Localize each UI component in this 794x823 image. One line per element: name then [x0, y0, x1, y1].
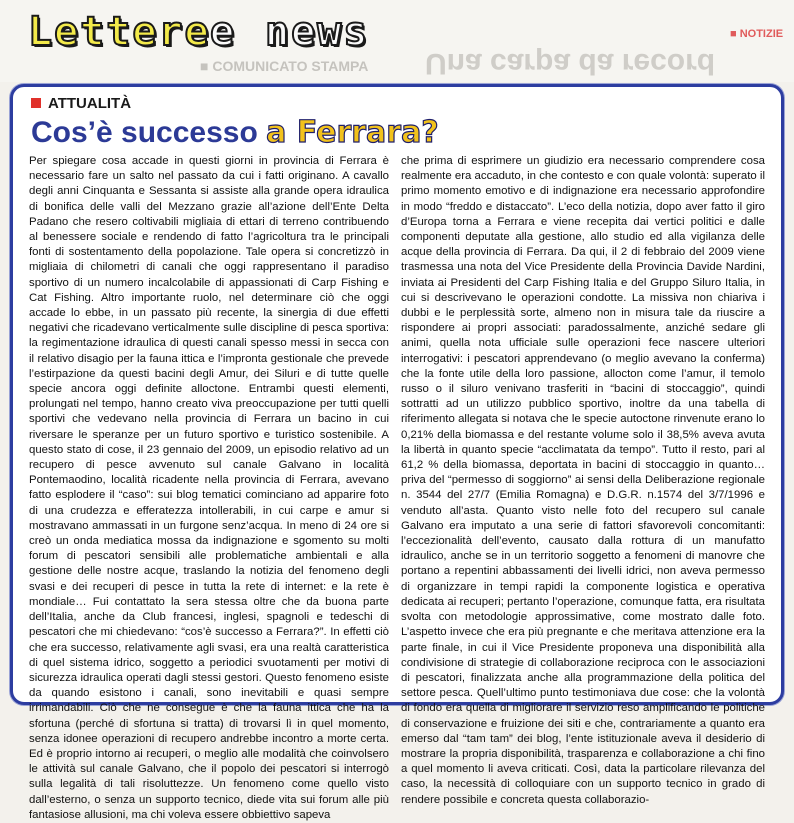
- page-banner: [0, 0, 794, 82]
- article-column-left: [29, 154, 389, 821]
- article-text-left: Per spiegare cosa accade in questi giorni in provincia di Ferrara è necessario fare un salto nel passato da cui i fatti originano. A cavallo degli anni Cinquanta e Sessanta si assiste alla grande opera idraulica di bonifica delle valli del Mezzano grazie all’azione dell’Ente Delta Padano che resero coltivabili migliaia di ettari di terreno contribuendo al benessere sociale e rendendo di fatto l’agricoltura tra le principali fonti di sostentamento della popolazione. Tale opera si concretizzò in migliaia di chilometri di canali che oggi rappresentano il paradiso sportivo di un numero incalcolabile di appassionati di Carp Fishing e Cat Fishing. Altro importante ruolo, nel determinare ciò che oggi accade lo ebbe, in un passato più recente, la sinergia di due effetti negativi che ricadevano verticalmente sulle discipline di pesca sportiva: la regimentazione idraulica di questi canali spesso messi in secca con il relativo disagio per la fauna ittica e l’impronta gestionale che prevede l’estirpazione da questi bacini degli Amur, dei Siluri e di tutte quelle specie ancora oggi definite alloctone. Entrambi questi elementi, prolungati nel tempo, hanno creato viva preoccupazione per tutti quelli sportivi che vedevano nella provincia di Ferrara un bacino in cui riversare le speranze per un futuro sportivo e turistico sostenibile. A questo stato di cose, il 23 gennaio del 2009, un episodio relativo ad un recupero di pesce avvenuto sul canale Galvano in località Pontemaodino, località ricadente nella provincia di Ferrara, avevano fatto esplodere il “caso”: sui blog tematici cominciano ad apparire foto di una crudezza e efferatezza intollerabili, in cui carpe e amur si mostravano ammassati in un furgone senz’acqua. In meno di 24 ore si creò un onda mediatica mossa da indignazione e sgomento su molti forum di pescatori sensibili alle problematiche ambientali e alla gestione delle nostre acque, traslando la notizia del fenomeno degli svasi e dei recuperi di pesce in tutta la rete di internet: e la rete è mondiale… Fui contattato la sera stessa oltre che da buona parte dell’Italia, anche da Club francesi, inglesi, spagnoli e tedeschi di pescatori che mi chiedevano: “cos’è successo a Ferrara?”. In effetti ciò che era successo, relativamente agli svasi, era una realtà caratteristica di quel sistema idrico, soggetto a periodici svuotamenti per motivi di sicurezza idraulica operati dagli stessi gestori. Questo fenomeno esiste da quando esistono i canali, sono inevitabili e quasi sempre irrimandabili. Ciò che ne consegue è che la fauna ittica che ha la sfortuna (perché di sfortuna si tratta) di trovarsi lì in quel momento, senza idonee operazioni di recupero andrebbe incontro a morte certa. Ed è proprio intorno ai recuperi, o meglio alle modalità che coinvolsero le attività sul canale Galvano, che il popolo dei pescatori si interrogò sulla legalità di tali risoluttezze. Un fenomeno come quello visto dall’esterno, o senza un supporto tecnico, diede vita sui forum alle più fantasiose allusioni, ma chi voleva essere obbiettivo sapeva: [29, 155, 389, 821]
- article-column-right: [401, 154, 765, 806]
- article-title-part-a: Cos’è successo: [31, 116, 267, 149]
- article-title-part-b: a Ferrara?: [266, 115, 439, 150]
- banner-word-lettere: Lettere: [28, 9, 211, 55]
- section-label-text: ATTUALITÀ: [48, 95, 132, 112]
- bleedthrough-notizie: ■ NOTIZIE: [730, 28, 784, 40]
- article-text-right: che prima di esprimere un giudizio era necessario comprendere cosa realmente era accaduto, in che contesto e con quale volontà: superato il primo momento emotivo e di indignazione era necessario approfondire in modo “freddo e distaccato”. L’eco della notizia, dopo aver fatto il giro d’Europa torna a Ferrara e viene recepita dai vertici politici e dalle componenti deputate alla gestione, allo studio ed alla vigilanza delle acque della provincia di Ferrara. Da qui, il 2 di febbraio del 2009 viene trasmessa una nota del Vice Presidente della Provincia Davide Nardini, inviata ai Presidenti del Carp Fishing Italia e del Gruppo Siluro Italia, in cui si descrivevano le operazioni condotte. La missiva non chiariva i dubbi e le perplessità sorte, almeno non in misura tale da riuscire a rispondere ai propri associati: paradossalmente, anziché sedare gli animi, quella nota ufficiale sulle operazioni fece nascere ulteriori interrogativi: i pescatori apprendevano (o meglio avevano la conferma) che la fonte utile della loro passione, allocton come l’amur, il temolo russo o il siluro venivano trasferiti in “bacini di stoccaggio”, quindi sottratti ad un utilizzo pubblico sportivo, inoltre da una tabella di riferimento allegata si notava che le specie autoctone rinvenute erano lo 0,21% della biomassa e del restante volume solo il 38,5% aveva avuta la libertà in quanto specie “acclimatata da tempo”. Tutto il resto, pari al 61,2 % della biomassa, deportata in bacini di stoccaggio in quanto… priva del “permesso di soggiorno” ai sensi della Deliberazione regionale n. 3544 del 27/7 (Emilia Romagna) e D.G.R. n.1574 del 3/7/1996 e venduto all’asta. Quanto visto nelle foto del recupero sul canale Galvano era imputato a una serie di fattori sfavorevoli concomitanti: l’eccezionalità dell’evento, causato dalla rottura di un manufatto idraulico, anche se in un territorio soggetto a fenomeni di manovre che portano a repentini abbassamenti dei livelli idrici, non aveva permesso di organizzare in tempi rapidi la componente logistica e operativa dedicata ai recuperi; pertanto l’operazione, comunque fatta, era risultata svolta con metodologie approssimative, come mostrato dalle foto. L’aspetto invece che era più pregnante e che meritava attenzione era la parte finale, in cui il Vice Presidente proponeva una disponibilità alla condivisione di strategie di collaborazione reciproca con le associazioni di pescatori, finalizzata anche alla programmazione della politica del settore pesca. Quell’ultimo punto testimoniava due cose: che la volontà di fondo era quella di migliorare il servizio reso amplificando le politiche di conservazione e fruizione dei siti e che, contrariamente a quanto era emerso dal “tam tam” dei blog, l’ente istituzionale aveva il desiderio di mostrare la propria disponibilità, trasparenza e collaborazione a chi fino a quel momento li aveva criticati. Così, data la particolare rilevanza del caso, la necessità di colloquiare con un supporto tecnico in grado di rendere possibile e concreta questa collaborazio-: [401, 155, 765, 806]
- section-bullet-icon: [31, 98, 41, 108]
- bleedthrough-title: Una carpa da record: [425, 47, 716, 80]
- section-label: [31, 95, 131, 113]
- banner-word-news: news: [265, 9, 370, 55]
- banner-word-e: e: [210, 9, 237, 55]
- bleedthrough-comunicato: ■ COMUNICATO STAMPA: [200, 58, 369, 74]
- article-frame: [10, 84, 784, 821]
- article-title: [31, 115, 439, 151]
